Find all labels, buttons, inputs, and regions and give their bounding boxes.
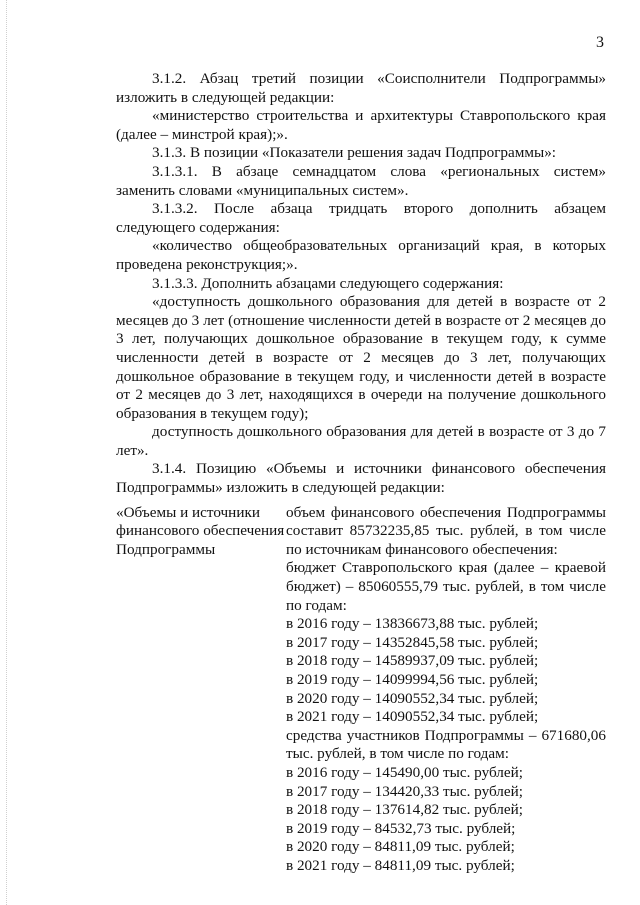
page-number: 3	[596, 34, 604, 51]
paragraph-3-1-2: 3.1.2. Абзац третий позиции «Соисполнители Подпрограммы» изложить в следующей редакции:	[116, 70, 606, 106]
funding-participants: средства участников Подпрограммы – 671680,06 тыс. рублей, в том числе по годам:	[286, 726, 606, 763]
budget-year-line: в 2018 году – 14589937,09 тыс. рублей;	[286, 652, 539, 670]
participants-year-line: в 2021 году – 84811,09 тыс. рублей;	[286, 856, 515, 874]
paragraph-3-1-3: 3.1.3. В позиции «Показатели решения задач Подпрограммы»:	[152, 144, 557, 162]
participants-year-line: в 2018 году – 137614,82 тыс. рублей;	[286, 801, 523, 819]
budget-year-line: в 2019 году – 14099994,56 тыс. рублей;	[286, 671, 539, 688]
binding-edge-marks	[6, 0, 9, 905]
label-line: Подпрограммы	[116, 540, 216, 558]
funding-total: объем финансового обеспечения Подпрограммы составит 85732235,85 тыс. рублей, в том числе по источникам финансового обеспечения:	[286, 503, 606, 558]
paragraph-reconstruction: «количество общеобразовательных организаций края, в которых проведена реконструкция;».	[116, 237, 606, 273]
funding-table-value-cell	[286, 504, 606, 876]
participants-year-line: в 2019 году – 84532,73 тыс. рублей;	[286, 819, 516, 837]
label-line: финансового обеспечения	[116, 522, 285, 540]
paragraph-3-1-3-1: 3.1.3.1. В абзаце семнадцатом слова «региональных систем» заменить словами «муниципальных систем».	[116, 162, 606, 199]
participants-year-line: в 2020 году – 84811,09 тыс. рублей;	[286, 838, 515, 856]
paragraph-availability-2m-3y: «доступность дошкольного образования для детей в возрасте от 2 месяцев до 3 лет (отношение численности детей в возрасте от 2 месяцев до 3 лет, получающих дошкольное образование в текущем году, к сумме численности детей в возрасте от 2 месяцев до 3 лет, получающих дошкольное образование в текущем году, и численности детей в возрасте от 2 месяцев до 3 лет, находящихся в очереди на получение дошкольного образования в текущем году);	[116, 293, 606, 422]
funding-table	[116, 504, 606, 876]
paragraph-availability-3-7y: доступность дошкольного образования для детей в возрасте от 3 до 7 лет».	[116, 423, 606, 459]
budget-year-line: в 2017 году – 14352845,58 тыс. рублей;	[286, 633, 539, 651]
funding-table-label-cell	[116, 504, 286, 876]
paragraph-minstroy: «министерство строительства и архитектуры Ставропольского края (далее – минстрой края);».	[116, 107, 606, 143]
budget-year-line: в 2020 году – 14090552,34 тыс. рублей;	[286, 689, 539, 707]
participants-year-line: в 2017 году – 134420,33 тыс. рублей;	[286, 782, 523, 800]
label-line: «Объемы и источники	[116, 503, 260, 521]
budget-year-line: в 2016 году – 13836673,88 тыс. рублей;	[286, 615, 539, 633]
paragraph-3-1-4: 3.1.4. Позицию «Объемы и источники финансового обеспечения Подпрограммы» изложить в следующей редакции:	[116, 460, 606, 497]
participants-year-line: в 2016 году – 145490,00 тыс. рублей;	[286, 763, 523, 781]
paragraph-3-1-3-3: 3.1.3.3. Дополнить абзацами следующего содержания:	[152, 274, 504, 292]
paragraph-3-1-3-2: 3.1.3.2. После абзаца тридцать второго дополнить абзацем следующего содержания:	[116, 200, 606, 236]
funding-regional-budget: бюджет Ставропольского края (далее – краевой бюджет) – 85060555,79 тыс. рублей, в том числе по годам:	[286, 559, 606, 614]
budget-year-line: в 2021 году – 14090552,34 тыс. рублей;	[286, 708, 539, 726]
document-body	[116, 70, 606, 876]
